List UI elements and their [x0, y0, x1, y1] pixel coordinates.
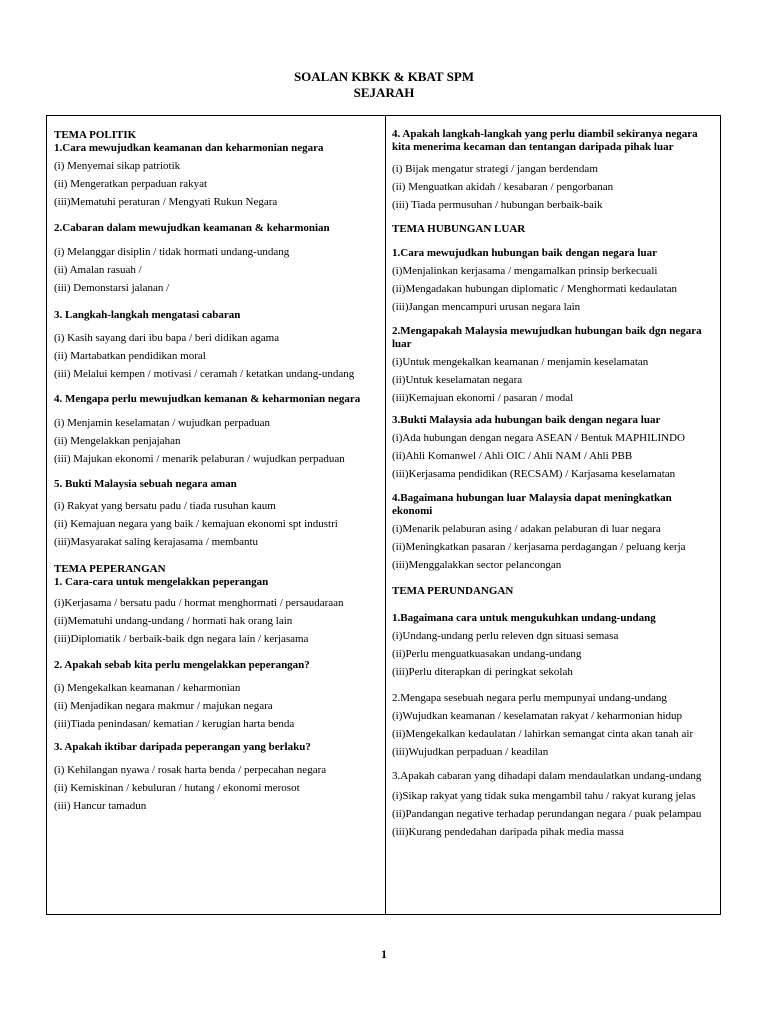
- question: 3.Apakah cabaran yang dihadapi dalam mendaulatkan undang-undang: [392, 770, 702, 782]
- theme-heading: TEMA POLITIK: [54, 129, 137, 141]
- question: 4. Mengapa perlu mewujudkan kemanan & keharmonian negara: [54, 393, 361, 405]
- answer-item: (ii) Menjadikan negara makmur / majukan negara: [54, 700, 273, 712]
- answer-list: [392, 262, 714, 316]
- answer-item: (i)Menarik pelaburan asing / adakan pelaburan di luar negara: [392, 523, 661, 535]
- answer-item: (ii)Untuk keselamatan negara: [392, 374, 523, 386]
- question: 2.Cabaran dalam mewujudkan keamanan & keharmonian: [54, 222, 330, 234]
- answer-item: (ii)Meningkatkan pasaran / kerjasama perdagangan / peluang kerja: [392, 541, 686, 553]
- answer-item: (iii)Mematuhi peraturan / Mengyati Rukun Negara: [54, 196, 278, 208]
- answer-item: (i)Wujudkan keamanan / keselamatan rakyat / keharmonian hidup: [392, 710, 683, 722]
- answer-list: [54, 761, 380, 815]
- answer-item: (i) Menyemai sikap patriotik: [54, 160, 181, 172]
- question: 1.Cara mewujudkan hubungan baik dengan negara luar: [392, 247, 657, 259]
- answer-item: (ii)Pandangan negative terhadap perundangan negara / puak pelampau: [392, 808, 702, 820]
- answer-item: (ii)Mengadakan hubungan diplomatic / Menghormati kedaulatan: [392, 283, 678, 295]
- left-column: [54, 128, 380, 815]
- answer-item: (iii) Demonstarsi jalanan /: [54, 282, 170, 294]
- answer-item: (iii)Kurang pendedahan daripada pihak media massa: [392, 826, 624, 838]
- question: 1. Cara-cara untuk mengelakkan peperangan: [54, 576, 269, 588]
- answer-item: (i)Menjalinkan kerjasama / mengamalkan prinsip berkecuali: [392, 265, 658, 277]
- answer-list: [392, 627, 714, 681]
- page-number: 1: [381, 947, 387, 961]
- answer-list: [54, 679, 380, 733]
- answer-list: [54, 497, 380, 551]
- answer-item: (ii) Kemiskinan / kebuluran / hutang / ekonomi merosot: [54, 782, 300, 794]
- answer-list: [54, 594, 380, 648]
- column-divider: [385, 116, 386, 914]
- answer-item: (i) Menjamin keselamatan / wujudkan perpaduan: [54, 417, 270, 429]
- question: 2.Mengapa sesebuah negara perlu mempunyai undang-undang: [392, 692, 667, 704]
- answer-item: (iii)Perlu diterapkan di peringkat sekolah: [392, 666, 573, 678]
- answer-item: (iii)Kerjasama pendidikan (RECSAM) / Karjasama keselamatan: [392, 468, 676, 480]
- answer-item: (iii)Diplomatik / berbaik-baik dgn negara lain / kerjasama: [54, 633, 309, 645]
- question: 4. Apakah langkah-langkah yang perlu diambil sekiranya negara kita menerima kecaman dan tentangan daripada pihak luar: [392, 128, 698, 153]
- question: 3. Apakah iktibar daripada peperangan yang berlaku?: [54, 741, 311, 753]
- answer-list: [54, 243, 380, 297]
- content-table: [46, 115, 721, 915]
- title-line-1: SOALAN KBKK & KBAT SPM: [293, 69, 475, 84]
- question: 3. Langkah-langkah mengatasi cabaran: [54, 309, 241, 321]
- answer-item: (ii) Martabatkan pendidikan moral: [54, 350, 206, 362]
- answer-item: (i) Kasih sayang dari ibu bapa / beri didikan agama: [54, 332, 280, 344]
- answer-item: (iii) Tiada permusuhan / hubungan berbaik-baik: [392, 199, 603, 211]
- answer-item: (iii)Masyarakat saling kerajasama / membantu: [54, 536, 259, 548]
- question: 1.Cara mewujudkan keamanan dan keharmonian negara: [54, 142, 324, 154]
- answer-list: [392, 429, 714, 483]
- answer-item: (iii) Majukan ekonomi / menarik pelaburan / wujudkan perpaduan: [54, 453, 345, 465]
- answer-item: (ii)Ahli Komanwel / Ahli OIC / Ahli NAM / Ahli PBB: [392, 450, 633, 462]
- answer-item: (i) Rakyat yang bersatu padu / tiada rusuhan kaum: [54, 500, 276, 512]
- answer-item: (ii) Kemajuan negara yang baik / kemajuan ekonomi spt industri: [54, 518, 338, 530]
- answer-item: (iii)Kemajuan ekonomi / pasaran / modal: [392, 392, 574, 404]
- answer-list: [392, 787, 714, 841]
- answer-list: [54, 329, 380, 383]
- answer-list: [392, 520, 714, 574]
- question: 3.Bukti Malaysia ada hubungan baik dengan negara luar: [392, 414, 661, 426]
- answer-item: (iii) Melalui kempen / motivasi / ceramah / ketatkan undang-undang: [54, 368, 355, 380]
- answer-item: (iii)Tiada penindasan/ kematian / kerugian harta benda: [54, 718, 295, 730]
- answer-item: (i)Ada hubungan dengan negara ASEAN / Bentuk MAPHILINDO: [392, 432, 685, 444]
- answer-item: (ii)Mematuhi undang-undang / hormati hak orang lain: [54, 615, 293, 627]
- answer-item: (i) Melanggar disiplin / tidak hormati undang-undang: [54, 246, 290, 258]
- document-title: [0, 69, 768, 101]
- answer-list: [54, 414, 380, 468]
- question: 2.Mengapakah Malaysia mewujudkan hubungan baik dgn negara luar: [392, 325, 702, 350]
- answer-list: [392, 353, 714, 407]
- question: 1.Bagaimana cara untuk mengukuhkan undang-undang: [392, 612, 656, 624]
- answer-item: (ii)Perlu menguatkuasakan undang-undang: [392, 648, 582, 660]
- answer-item: (ii) Amalan rasuah /: [54, 264, 142, 276]
- answer-item: (i)Untuk mengekalkan keamanan / menjamin keselamatan: [392, 356, 649, 368]
- answer-item: (ii) Mengelakkan penjajahan: [54, 435, 181, 447]
- answer-item: (i) Bijak mengatur strategi / jangan berdendam: [392, 163, 598, 175]
- theme-heading: TEMA PEPERANGAN: [54, 563, 166, 575]
- answer-item: (i)Kerjasama / bersatu padu / hormat menghormati / persaudaraan: [54, 597, 344, 609]
- answer-item: (i)Sikap rakyat yang tidak suka mengambil tahu / rakyat kurang jelas: [392, 790, 696, 802]
- answer-item: (i) Kehilangan nyawa / rosak harta benda / perpecahan negara: [54, 764, 327, 776]
- answer-item: (iii) Hancur tamadun: [54, 800, 147, 812]
- answer-item: (ii)Mengekalkan kedaulatan / lahirkan semangat cinta akan tanah air: [392, 728, 694, 740]
- theme-heading: TEMA HUBUNGAN LUAR: [392, 223, 526, 235]
- answer-item: (iii)Wujudkan perpaduan / keadilan: [392, 746, 549, 758]
- answer-list: [54, 157, 380, 211]
- answer-item: (iii)Jangan mencampuri urusan negara lain: [392, 301, 581, 313]
- answer-list: [392, 160, 714, 214]
- theme-heading: TEMA PERUNDANGAN: [392, 585, 514, 597]
- question: 4.Bagaimana hubungan luar Malaysia dapat meningkatkan ekonomi: [392, 492, 672, 517]
- answer-item: (i)Undang-undang perlu releven dgn situasi semasa: [392, 630, 619, 642]
- title-line-2: SEJARAH: [353, 85, 415, 100]
- answer-item: (ii) Menguatkan akidah / kesabaran / pengorbanan: [392, 181, 614, 193]
- question: 5. Bukti Malaysia sebuah negara aman: [54, 478, 237, 490]
- right-column: [392, 128, 714, 841]
- answer-item: (i) Mengekalkan keamanan / keharmonian: [54, 682, 241, 694]
- answer-item: (iii)Menggalakkan sector pelancongan: [392, 559, 562, 571]
- question: 2. Apakah sebab kita perlu mengelakkan peperangan?: [54, 659, 310, 671]
- answer-list: [392, 707, 714, 761]
- answer-item: (ii) Mengeratkan perpaduan rakyat: [54, 178, 208, 190]
